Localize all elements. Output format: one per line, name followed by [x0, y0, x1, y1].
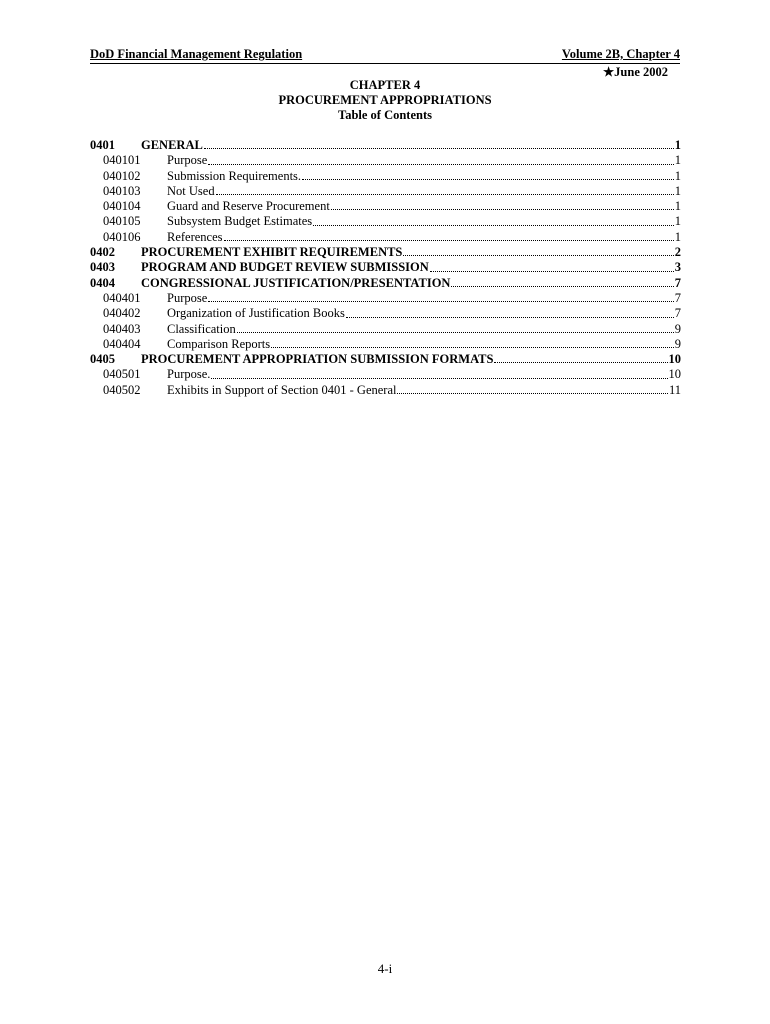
toc-entry-number: 040502 [103, 382, 141, 397]
toc-dot-leader [346, 317, 674, 318]
toc-entry-number: 040403 [103, 321, 141, 336]
toc-entry-number: 0404 [90, 275, 115, 290]
toc-dot-leader [331, 209, 674, 210]
toc-dot-leader [204, 148, 674, 149]
toc-dot-leader [451, 286, 673, 287]
toc-entry-number: 040101 [103, 153, 141, 168]
chapter-subject: PROCUREMENT APPROPRIATIONS [278, 93, 492, 107]
toc-entry-page: 1 [674, 229, 681, 244]
toc-entry-number: 0402 [90, 245, 115, 260]
toc-entry-number: 0401 [90, 138, 115, 152]
header-volume-chapter: Volume 2B, Chapter 4 [561, 47, 680, 61]
toc-entry-number: 040105 [103, 214, 141, 229]
toc-subsection-entry[interactable] [90, 367, 681, 382]
toc-entry-page: 1 [674, 168, 681, 183]
toc-entry-page: 9 [674, 336, 681, 351]
toc-entry-page: 11 [668, 382, 681, 397]
toc-entry-page: 7 [674, 290, 681, 305]
toc-entry-title: Subsystem Budget Estimates [167, 214, 313, 229]
toc-subsection-entry[interactable] [90, 291, 681, 306]
toc-entry-number: 040404 [103, 336, 141, 351]
toc-dot-leader [216, 194, 674, 195]
toc-entry-title: Submission Requirements. [167, 168, 302, 183]
page-number: 4-i [377, 961, 393, 976]
toc-entry-title: Exhibits in Support of Section 0401 - General [167, 382, 397, 397]
toc-entry-number: 040106 [103, 229, 141, 244]
toc-dot-leader [403, 255, 673, 256]
toc-dot-leader [302, 179, 674, 180]
toc-subsection-entry[interactable] [90, 169, 681, 184]
toc-section-entry[interactable] [90, 138, 681, 153]
toc-dot-leader [208, 301, 673, 302]
toc-entry-title: Guard and Reserve Procurement [167, 199, 330, 214]
header-regulation-title: DoD Financial Management Regulation [90, 47, 303, 61]
toc-entry-title: References [167, 229, 223, 244]
toc-section-entry[interactable] [90, 245, 681, 260]
toc-entry-page: 7 [674, 306, 681, 321]
toc-section-entry[interactable] [90, 352, 681, 367]
toc-entry-title: PROGRAM AND BUDGET REVIEW SUBMISSION [141, 260, 429, 275]
toc-subsection-entry[interactable] [90, 153, 681, 168]
toc-dot-leader [313, 225, 674, 226]
toc-entry-title: PROCUREMENT EXHIBIT REQUIREMENTS [141, 245, 403, 260]
toc-entry-page: 7 [674, 275, 681, 290]
toc-dot-leader [397, 393, 667, 394]
chapter-number: CHAPTER 4 [349, 78, 421, 92]
toc-entry-number: 040402 [103, 306, 141, 321]
toc-entry-page: 3 [674, 260, 681, 275]
toc-subsection-entry[interactable] [90, 230, 681, 245]
toc-entry-number: 040102 [103, 168, 141, 183]
toc-subsection-entry[interactable] [90, 199, 681, 214]
toc-dot-leader [224, 240, 674, 241]
toc-heading: Table of Contents [338, 108, 432, 122]
toc-entry-title: Purpose [167, 153, 208, 168]
toc-dot-leader [271, 347, 674, 348]
toc-section-entry[interactable] [90, 276, 681, 291]
toc-dot-leader [237, 332, 674, 333]
header-date: ★June 2002 [602, 65, 668, 79]
toc-entry-number: 040104 [103, 199, 141, 214]
toc-entry-title: Not Used [167, 183, 215, 198]
toc-entry-number: 040401 [103, 290, 141, 305]
toc-entry-title: Classification [167, 321, 236, 336]
toc-entry-title: CONGRESSIONAL JUSTIFICATION/PRESENTATION [141, 275, 451, 290]
toc-entry-page: 10 [668, 367, 681, 382]
toc-subsection-entry[interactable] [90, 214, 681, 229]
toc-entry-title: Purpose [167, 290, 208, 305]
toc-subsection-entry[interactable] [90, 383, 681, 398]
toc-entry-page: 2 [674, 245, 681, 260]
toc-entry-title: Purpose. [167, 367, 211, 382]
table-of-contents [90, 138, 681, 398]
chapter-titles [90, 78, 680, 123]
toc-entry-number: 040103 [103, 183, 141, 198]
toc-entry-number: 0403 [90, 260, 115, 275]
toc-section-entry[interactable] [90, 260, 681, 275]
toc-entry-title: Comparison Reports [167, 336, 271, 351]
toc-entry-page: 1 [674, 214, 681, 229]
toc-entry-title: PROCUREMENT APPROPRIATION SUBMISSION FORMATS [141, 352, 494, 367]
toc-subsection-entry[interactable] [90, 337, 681, 352]
toc-entry-page: 1 [674, 199, 681, 214]
toc-dot-leader [430, 271, 674, 272]
toc-dot-leader [208, 164, 673, 165]
toc-entry-page: 1 [674, 138, 681, 152]
toc-subsection-entry[interactable] [90, 184, 681, 199]
toc-entry-page: 10 [668, 352, 681, 367]
toc-entry-page: 1 [674, 153, 681, 168]
page-header [90, 47, 680, 80]
toc-entry-title: GENERAL [141, 138, 203, 152]
toc-subsection-entry[interactable] [90, 306, 681, 321]
toc-entry-page: 1 [674, 183, 681, 198]
toc-entry-title: Organization of Justification Books [167, 306, 345, 321]
header-row [90, 47, 680, 62]
toc-entry-page: 9 [674, 321, 681, 336]
toc-entry-number: 040501 [103, 367, 141, 382]
toc-subsection-entry[interactable] [90, 322, 681, 337]
toc-dot-leader [211, 378, 667, 379]
toc-entry-number: 0405 [90, 352, 115, 367]
toc-dot-leader [494, 362, 667, 363]
